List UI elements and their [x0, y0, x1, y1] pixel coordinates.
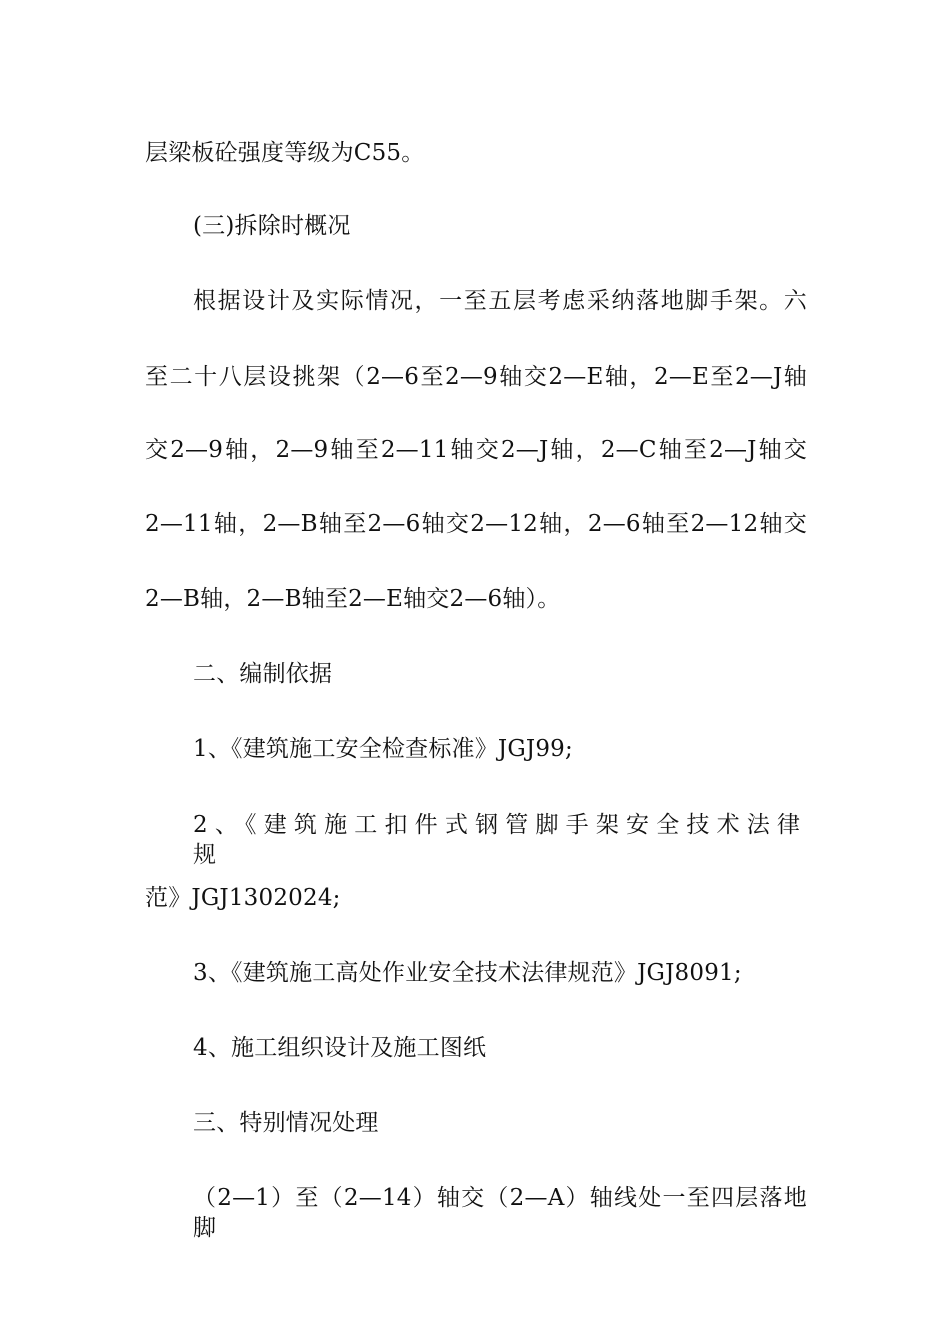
- section-heading: 二、编制依据: [193, 661, 333, 687]
- section-heading: (三)拆除时概况: [193, 213, 351, 239]
- paragraph-line: 根据设计及实际情况，一至五层考虑采纳落地脚手架。六: [193, 288, 807, 314]
- paragraph-line: 至二十八层设挑架（2—6至2—9轴交2—E轴，2—E至2—J轴: [145, 364, 807, 390]
- section-heading: 三、特别情况处理: [193, 1110, 379, 1136]
- reference-item: 1、《建筑施工安全检查标准》JGJ99;: [193, 736, 573, 762]
- paragraph-line: （2—1）至（2—14）轴交（2—A）轴线处一至四层落地脚: [193, 1185, 807, 1241]
- paragraph-line: 2—B轴，2—B轴至2—E轴交2—6轴）。: [145, 586, 561, 612]
- paragraph-line: 层梁板砼强度等级为C55。: [145, 140, 425, 166]
- reference-item: 3、《建筑施工高处作业安全技术法律规范》JGJ8091;: [193, 960, 742, 986]
- paragraph-line: 交2—9轴，2—9轴至2—11轴交2—J轴，2—C轴至2—J轴交: [145, 437, 807, 463]
- reference-item: 2、《建筑施工扣件式钢管脚手架安全技术法律规: [193, 812, 807, 868]
- reference-item: 4、施工组织设计及施工图纸: [193, 1035, 487, 1061]
- reference-item-continuation: 范》JGJ1302024;: [145, 885, 341, 911]
- paragraph-line: 2—11轴，2—B轴至2—6轴交2—12轴，2—6轴至2—12轴交: [145, 511, 807, 537]
